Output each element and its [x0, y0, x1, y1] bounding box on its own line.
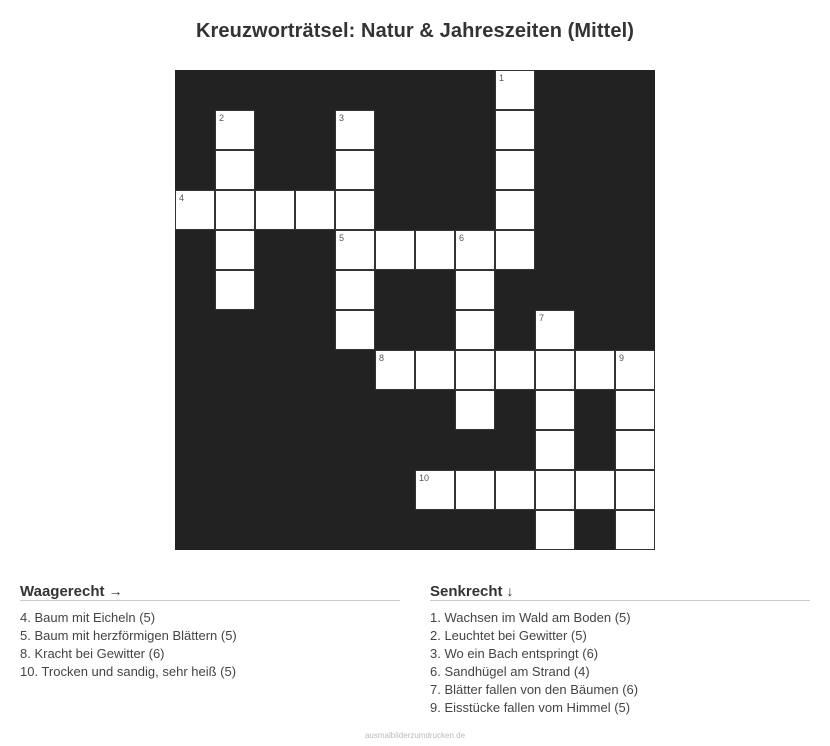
crossword-cell[interactable]: [615, 510, 655, 550]
crossword-cell[interactable]: [575, 350, 615, 390]
crossword-cell[interactable]: [495, 150, 535, 190]
clue-across-10: 10. Trocken und sandig, sehr heiß (5): [20, 664, 237, 679]
clue-number: 1: [499, 73, 505, 83]
footer-credit: ausmalbilderzumdrucken.de: [364, 731, 466, 740]
clue-down-3: 3. Wo ein Bach entspringt (6): [430, 646, 599, 661]
clue-number: 10: [419, 473, 430, 483]
down-heading-label: Senkrecht: [430, 583, 503, 600]
page-title: Kreuzworträtsel: Natur & Jahreszeiten (Mittel): [195, 20, 635, 42]
crossword-cell[interactable]: [415, 230, 455, 270]
crossword-cell[interactable]: [215, 150, 255, 190]
crossword-cell[interactable]: [535, 310, 575, 350]
crossword-cell[interactable]: [335, 270, 375, 310]
down-clue-list: [430, 609, 810, 717]
crossword-grid: [175, 70, 655, 550]
crossword-cell[interactable]: [495, 110, 535, 150]
clue-down-1: 1. Wachsen im Wald am Boden (5): [430, 610, 631, 625]
crossword-cell[interactable]: [375, 350, 415, 390]
crossword-cell[interactable]: [615, 430, 655, 470]
down-heading: [430, 582, 810, 601]
crossword-cell[interactable]: [535, 430, 575, 470]
crossword-cell[interactable]: [575, 470, 615, 510]
clue-down-2: 2. Leuchtet bei Gewitter (5): [430, 628, 587, 643]
crossword-cell[interactable]: [495, 230, 535, 270]
crossword-cell[interactable]: [415, 470, 455, 510]
crossword-cell[interactable]: [535, 390, 575, 430]
down-clues: [430, 582, 810, 717]
clue-down-7: 7. Blätter fallen von den Bäumen (6): [430, 682, 639, 697]
crossword-cell[interactable]: [415, 350, 455, 390]
crossword-cell[interactable]: [495, 190, 535, 230]
crossword-cell[interactable]: [335, 110, 375, 150]
clue-number: 8: [379, 353, 385, 363]
crossword-cell[interactable]: [455, 270, 495, 310]
crossword-cell[interactable]: [615, 470, 655, 510]
crossword-cell[interactable]: [455, 350, 495, 390]
crossword-cell[interactable]: [495, 70, 535, 110]
clue-number: 2: [219, 113, 225, 123]
crossword-cell[interactable]: [335, 150, 375, 190]
crossword-cell[interactable]: [335, 310, 375, 350]
crossword-cell[interactable]: [455, 390, 495, 430]
crossword-cell[interactable]: [215, 230, 255, 270]
crossword-cell[interactable]: [455, 470, 495, 510]
across-clue-list: [20, 609, 400, 681]
clue-number: 7: [539, 313, 545, 323]
crossword-cell[interactable]: [175, 190, 215, 230]
crossword-cell[interactable]: [215, 190, 255, 230]
clue-across-8: 8. Kracht bei Gewitter (6): [20, 646, 165, 661]
crossword-cell[interactable]: [495, 350, 535, 390]
clue-number: 4: [179, 193, 185, 203]
right-arrow-icon: →: [108, 583, 123, 599]
crossword-cell[interactable]: [335, 230, 375, 270]
down-arrow-icon: ↓: [506, 583, 514, 599]
clue-number: 3: [339, 113, 345, 123]
clue-down-9: 9. Eisstücke fallen vom Himmel (5): [430, 700, 631, 715]
across-clues: [20, 582, 400, 681]
crossword-cell[interactable]: [335, 190, 375, 230]
crossword-cell[interactable]: [455, 310, 495, 350]
crossword-cell[interactable]: [495, 470, 535, 510]
crossword-cell[interactable]: [375, 230, 415, 270]
clue-number: 9: [619, 353, 625, 363]
clue-down-6: 6. Sandhügel am Strand (4): [430, 664, 590, 679]
clue-across-4: 4. Baum mit Eicheln (5): [20, 610, 156, 625]
across-heading: [20, 582, 400, 601]
crossword-cell[interactable]: [455, 230, 495, 270]
across-heading-label: Waagerecht: [20, 583, 105, 600]
crossword-cell[interactable]: [215, 270, 255, 310]
crossword-cell[interactable]: [295, 190, 335, 230]
crossword-cell[interactable]: [615, 350, 655, 390]
clue-across-5: 5. Baum mit herzförmigen Blättern (5): [20, 628, 237, 643]
crossword-cell[interactable]: [535, 510, 575, 550]
crossword-cell[interactable]: [255, 190, 295, 230]
crossword-cell[interactable]: [535, 470, 575, 510]
clue-number: 6: [459, 233, 465, 243]
crossword-cell[interactable]: [215, 110, 255, 150]
crossword-cell[interactable]: [535, 350, 575, 390]
clue-number: 5: [339, 233, 345, 243]
crossword-cell[interactable]: [615, 390, 655, 430]
